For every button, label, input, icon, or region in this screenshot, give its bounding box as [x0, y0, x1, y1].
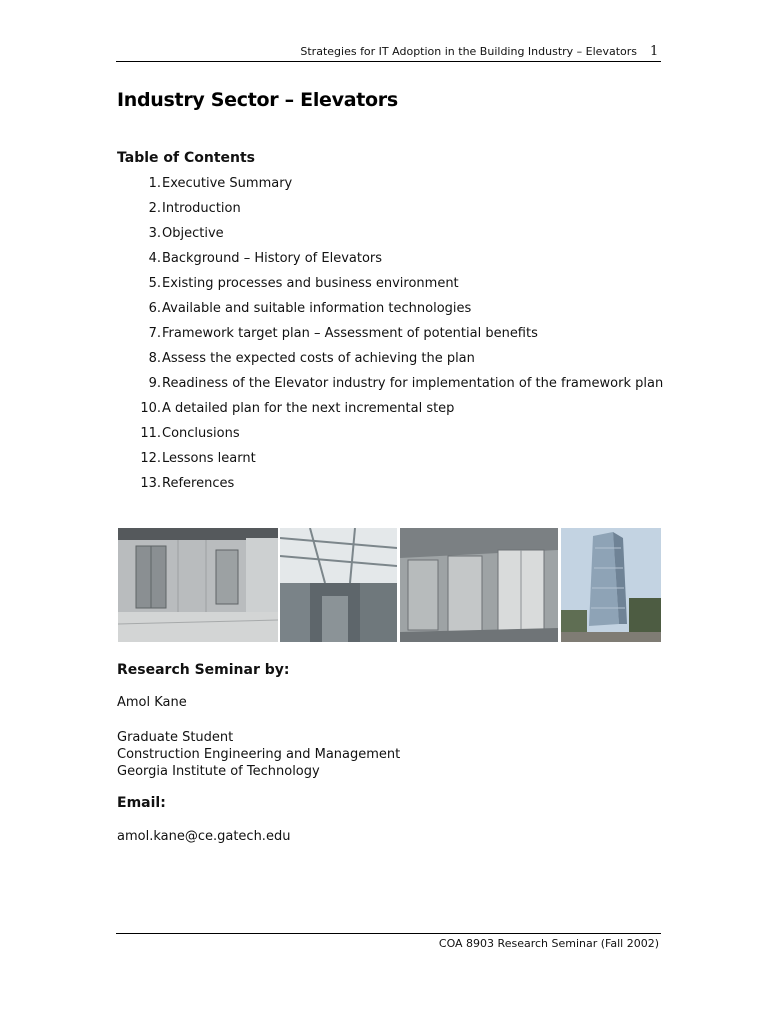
- affiliation-line: Construction Engineering and Management: [117, 747, 401, 762]
- toc-item-number: 6.: [148, 301, 161, 316]
- toc-item: [117, 225, 663, 250]
- running-header: Strategies for IT Adoption in the Building Industry – Elevators: [300, 45, 637, 58]
- toc-item-label: Available and suitable information technologies: [162, 301, 472, 316]
- toc-item-number: 9.: [148, 376, 161, 391]
- toc-item-label: Existing processes and business environment: [162, 276, 459, 291]
- page-title: Industry Sector – Elevators: [117, 89, 398, 111]
- glass-ceiling-elevator-photo: [280, 528, 397, 642]
- elevator-photo-strip: [118, 528, 661, 642]
- author-name: Amol Kane: [117, 695, 187, 710]
- toc-item: [117, 475, 663, 500]
- footer-course: COA 8903 Research Seminar (Fall 2002): [438, 937, 659, 950]
- toc-item-label: Introduction: [162, 201, 241, 216]
- toc-item: [117, 325, 663, 350]
- toc-item-label: Lessons learnt: [162, 451, 256, 466]
- research-seminar-heading: Research Seminar by:: [117, 662, 290, 678]
- toc-item: [117, 375, 663, 400]
- toc-item: [117, 400, 663, 425]
- toc-item-number: 8.: [148, 351, 161, 366]
- toc-item-label: A detailed plan for the next incremental step: [162, 401, 455, 416]
- footer-divider: [116, 933, 661, 934]
- toc-item-number: 12.: [140, 451, 161, 466]
- toc-item-number: 13.: [140, 476, 161, 491]
- elevator-corridor-photo: [400, 528, 558, 642]
- author-affiliation: [117, 729, 400, 780]
- toc-item-label: Assess the expected costs of achieving the plan: [162, 351, 475, 366]
- toc-item-label: Conclusions: [162, 426, 240, 441]
- email-heading: Email:: [117, 795, 166, 811]
- toc-item: [117, 275, 663, 300]
- toc-item-label: Readiness of the Elevator industry for implementation of the framework plan: [162, 376, 664, 391]
- toc-item-label: Framework target plan – Assessment of potential benefits: [162, 326, 538, 341]
- toc-item: [117, 200, 663, 225]
- toc-item-number: 2.: [148, 201, 161, 216]
- toc-item-number: 10.: [140, 401, 161, 416]
- toc-item-number: 5.: [148, 276, 161, 291]
- toc-heading: Table of Contents: [117, 150, 256, 166]
- elevator-lobby-photo: [118, 528, 278, 642]
- toc-item-label: References: [162, 476, 235, 491]
- toc-item: [117, 350, 663, 375]
- toc-item-number: 1.: [148, 176, 161, 191]
- toc-item-number: 7.: [148, 326, 161, 341]
- toc-item: [117, 425, 663, 450]
- email-address: amol.kane@ce.gatech.edu: [117, 829, 291, 844]
- toc-item-label: Executive Summary: [162, 176, 293, 191]
- toc-item-number: 11.: [140, 426, 161, 441]
- toc-item: [117, 300, 663, 325]
- affiliation-line: Graduate Student: [117, 730, 234, 745]
- toc-item-number: 4.: [148, 251, 161, 266]
- tower-building-photo: [561, 528, 661, 642]
- toc-item: [117, 450, 663, 475]
- toc-item: [117, 175, 663, 200]
- affiliation-line: Georgia Institute of Technology: [117, 764, 320, 779]
- header-divider: [116, 61, 661, 62]
- toc-item: [117, 250, 663, 275]
- toc-item-number: 3.: [148, 226, 161, 241]
- table-of-contents: [117, 175, 663, 500]
- toc-item-label: Background – History of Elevators: [162, 251, 383, 266]
- toc-item-label: Objective: [162, 226, 224, 241]
- page-number: 1: [650, 44, 659, 59]
